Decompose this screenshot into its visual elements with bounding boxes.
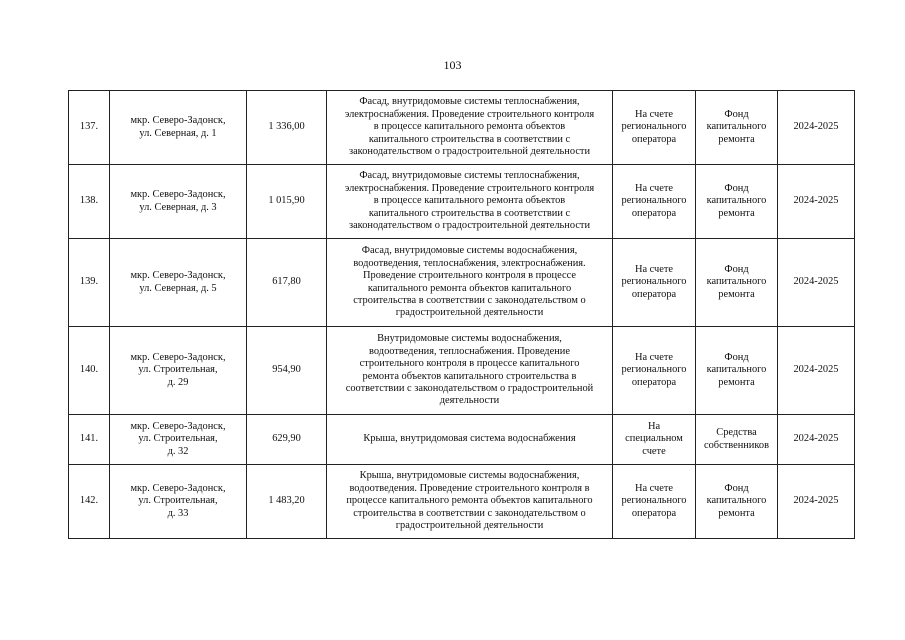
account-type-line: оператора <box>631 133 677 145</box>
repair-schedule-table <box>68 90 855 539</box>
work-description-line: градостроительной деятельности <box>395 520 544 532</box>
funding-source-line: капитального <box>706 121 767 133</box>
work-description-line: деятельности <box>439 395 500 407</box>
account-type-line: На счете <box>634 263 674 275</box>
funding-source-line: Средства <box>716 427 757 439</box>
account-type-line: регионального <box>621 364 687 376</box>
cost-cell: 1 483,20 <box>247 465 327 539</box>
period-cell: 2024-2025 <box>778 165 855 239</box>
account-type-line: На счете <box>634 482 674 494</box>
work-description-line: законодательством о градостроительной деятельности <box>348 220 591 232</box>
address-line: мкр. Северо-Задонск, <box>130 270 226 282</box>
work-description-line: процессе капитального ремонта объектов капитального <box>346 495 593 507</box>
account-type-line: На счете <box>634 108 674 120</box>
funding-source-line: Фонд <box>724 182 749 194</box>
address-line: мкр. Северо-Задонск, <box>130 115 226 127</box>
work-description-line: электроснабжения. Проведение строительного контроля <box>344 182 595 194</box>
address-line: ул. Северная, д. 5 <box>139 282 217 294</box>
account-type-cell <box>613 415 696 465</box>
work-description-line: капитального строительства в соответствии с <box>368 133 571 145</box>
funding-source-line: капитального <box>706 195 767 207</box>
funding-source-line: ремонта <box>718 376 755 388</box>
cost-cell: 629,90 <box>247 415 327 465</box>
table-row <box>69 165 855 239</box>
account-type-line: счете <box>642 445 666 457</box>
funding-source-line: Фонд <box>724 482 749 494</box>
work-description-line: в процессе капитального ремонта объектов <box>373 121 566 133</box>
work-description-line: Фасад, внутридомовые системы водоснабжения, <box>361 245 578 257</box>
account-type-line: оператора <box>631 288 677 300</box>
account-type-cell <box>613 327 696 415</box>
period-cell: 2024-2025 <box>778 327 855 415</box>
table-row <box>69 327 855 415</box>
funding-source-cell <box>696 91 778 165</box>
account-type-line: оператора <box>631 207 677 219</box>
funding-source-line: Фонд <box>724 108 749 120</box>
cost-cell: 1 336,00 <box>247 91 327 165</box>
work-description-line: водоотведения, теплоснабжения. Проведение <box>369 345 570 357</box>
funding-source-line: собственников <box>703 439 769 451</box>
account-type-line: На счете <box>634 182 674 194</box>
address-cell <box>110 239 247 327</box>
address-line: мкр. Северо-Задонск, <box>130 189 226 201</box>
cost-cell: 617,80 <box>247 239 327 327</box>
funding-source-cell <box>696 165 778 239</box>
row-number-cell: 142. <box>69 465 110 539</box>
work-description-cell <box>327 165 613 239</box>
work-description-line: Внутридомовые системы водоснабжения, <box>377 333 562 345</box>
work-description-line: Фасад, внутридомовые системы теплоснабжения, <box>359 96 580 108</box>
funding-source-line: капитального <box>706 276 767 288</box>
address-line: мкр. Северо-Задонск, <box>130 351 226 363</box>
work-description-line: строительного контроля в процессе капитального <box>359 358 580 370</box>
address-line: д. 29 <box>167 376 189 388</box>
work-description-line: Крыша, внутридомовые системы водоснабжения, <box>359 470 580 482</box>
work-description-line: строительства в соответствии с законодательством о <box>353 294 586 306</box>
funding-source-line: капитального <box>706 364 767 376</box>
address-line: мкр. Северо-Задонск, <box>130 420 226 432</box>
funding-source-cell <box>696 465 778 539</box>
address-line: д. 32 <box>167 445 189 457</box>
address-line: ул. Северная, д. 3 <box>139 201 217 213</box>
address-line: ул. Строительная, <box>138 364 218 376</box>
account-type-cell <box>613 239 696 327</box>
row-number-cell: 141. <box>69 415 110 465</box>
account-type-line: оператора <box>631 507 677 519</box>
row-number-cell: 138. <box>69 165 110 239</box>
table-row <box>69 415 855 465</box>
work-description-line: Крыша, внутридомовая система водоснабжения <box>363 433 576 445</box>
account-type-line: оператора <box>631 376 677 388</box>
table-body <box>69 91 855 539</box>
page-number: 103 <box>443 58 462 72</box>
table-row <box>69 239 855 327</box>
table-row <box>69 91 855 165</box>
row-number-cell: 139. <box>69 239 110 327</box>
row-number-cell: 137. <box>69 91 110 165</box>
account-type-cell <box>613 465 696 539</box>
account-type-line: регионального <box>621 495 687 507</box>
period-cell: 2024-2025 <box>778 91 855 165</box>
work-description-line: соответствии с законодательством о градостроительной <box>345 382 594 394</box>
funding-source-line: капитального <box>706 495 767 507</box>
account-type-line: регионального <box>621 121 687 133</box>
cost-cell: 1 015,90 <box>247 165 327 239</box>
work-description-cell <box>327 327 613 415</box>
account-type-cell <box>613 91 696 165</box>
work-description-line: Проведение строительного контроля в процессе <box>363 270 576 282</box>
table-row <box>69 465 855 539</box>
account-type-line: На <box>647 420 661 432</box>
period-cell: 2024-2025 <box>778 465 855 539</box>
funding-source-line: ремонта <box>718 288 755 300</box>
work-description-line: водоотведения. Проведение строительного контроля в <box>349 482 590 494</box>
period-cell: 2024-2025 <box>778 415 855 465</box>
work-description-line: капитального строительства в соответствии с <box>368 207 571 219</box>
address-line: ул. Северная, д. 1 <box>139 127 217 139</box>
address-cell <box>110 415 247 465</box>
address-cell <box>110 327 247 415</box>
address-line: ул. Строительная, <box>138 433 218 445</box>
address-cell <box>110 165 247 239</box>
account-type-line: специальном <box>625 433 683 445</box>
account-type-line: На счете <box>634 351 674 363</box>
address-line: д. 33 <box>167 507 189 519</box>
address-line: ул. Строительная, <box>138 495 218 507</box>
cost-cell: 954,90 <box>247 327 327 415</box>
funding-source-line: Фонд <box>724 351 749 363</box>
work-description-line: строительства в соответствии с законодательством о <box>353 507 586 519</box>
work-description-line: Фасад, внутридомовые системы теплоснабжения, <box>359 170 580 182</box>
work-description-cell <box>327 91 613 165</box>
account-type-cell <box>613 165 696 239</box>
funding-source-line: Фонд <box>724 263 749 275</box>
work-description-cell <box>327 239 613 327</box>
work-description-line: электроснабжения. Проведение строительного контроля <box>344 108 595 120</box>
funding-source-line: ремонта <box>718 207 755 219</box>
account-type-line: регионального <box>621 276 687 288</box>
work-description-line: капитального ремонта объектов капитального <box>367 282 572 294</box>
funding-source-cell <box>696 239 778 327</box>
work-description-cell <box>327 465 613 539</box>
address-line: мкр. Северо-Задонск, <box>130 482 226 494</box>
work-description-line: ремонта объектов капитального строительства в <box>362 370 577 382</box>
work-description-line: водоотведения, теплоснабжения, электроснабжения. <box>353 257 586 269</box>
account-type-line: регионального <box>621 195 687 207</box>
work-description-line: в процессе капитального ремонта объектов <box>373 195 566 207</box>
row-number-cell: 140. <box>69 327 110 415</box>
funding-source-cell <box>696 327 778 415</box>
funding-source-line: ремонта <box>718 133 755 145</box>
funding-source-line: ремонта <box>718 507 755 519</box>
work-description-line: градостроительной деятельности <box>395 307 544 319</box>
address-cell <box>110 91 247 165</box>
address-cell <box>110 465 247 539</box>
funding-source-cell <box>696 415 778 465</box>
work-description-line: законодательством о градостроительной деятельности <box>348 146 591 158</box>
work-description-cell <box>327 415 613 465</box>
period-cell: 2024-2025 <box>778 239 855 327</box>
